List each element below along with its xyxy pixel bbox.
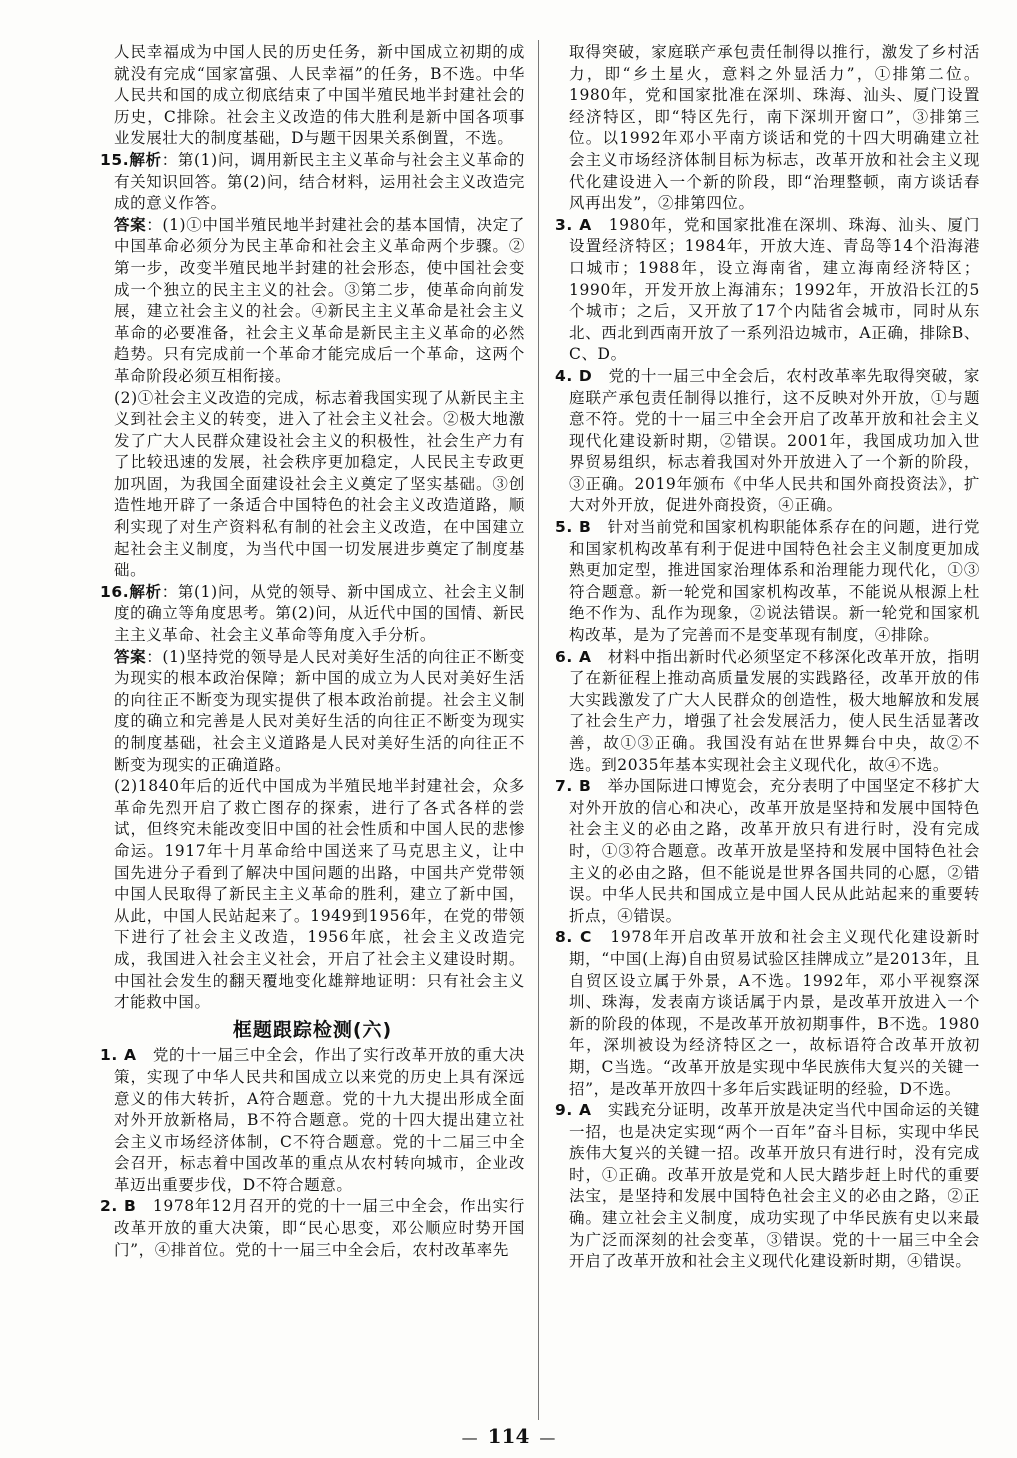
- q2-number: 2. B: [100, 1197, 137, 1216]
- q1-text: 党的十一届三中全会，作出了实行改革开放的重大决策，实现了中华人民共和国成立以来党的历史上具有深远意义的伟大转折，A符合题意。党的十九大提出形成全面对外开放新格局，B不符合题意。党的十四大提出建立社会主义市场经济体制，C不符合题意。党的十二届三中全会召开，标志着中国改革的重点从农村转向城市，企业改革迈出重要步伐，D不符合题意。: [114, 1046, 526, 1194]
- q9-text: 实践充分证明，改革开放是决定当代中国命运的关键一招，也是决定实现“两个一百年”奋斗目标，实现中华民族伟大复兴的关键一招。改革开放只有进行时，没有完成时，①正确。改革开放是党和人民大踏步赶上时代的重要法宝，是坚持和发展中国特色社会主义的必由之路，②正确。建立社会主义制度，成功实现了中华民族有史以来最为广泛而深刻的社会变革，③错误。党的十一届三中全会开启了改革开放和社会主义现代化建设新时期，④错误。: [569, 1101, 981, 1271]
- q4-block: [555, 366, 980, 517]
- q1-block: [100, 1045, 525, 1196]
- q7-block: [555, 776, 980, 927]
- q16-block: [100, 582, 525, 647]
- q15-answer-1: [100, 215, 525, 388]
- q9-number: 9. A: [555, 1101, 592, 1120]
- q7-text: 举办国际进口博览会，充分表明了中国坚定不移扩大对外开放的信心和决心，改革开放是坚持和发展中国特色社会主义的必由之路，改革开放只有进行时，没有完成时，①③符合题意。改革开放是坚持和发展中国特色社会主义的必由之路，但不能说是世界各国共同的心愿，②错误。中华人民共和国成立是中国人民从此站起来的重要转折点，④错误。: [569, 777, 980, 925]
- right-column: [555, 42, 980, 1273]
- q2-continuation: 取得突破，家庭联产承包责任制得以推行，激发了乡村活力，即“乡土星火，意料之外显活力”，①排第二位。1980年，党和国家批准在深圳、珠海、汕头、厦门设置经济特区，即“特区先行，南下深圳开窗口”，③排第三位。以1992年邓小平南方谈话和党的十四大明确建立社会主义市场经济体制目标为标志，改革开放和社会主义现代化建设进入一个新的阶段，即“治理整顿，南方谈话春风再出发”，②排第四位。: [569, 43, 980, 213]
- q5-text: 针对当前党和国家机构职能体系存在的问题，进行党和国家机构改革有利于促进中国特色社会主义制度更加成熟更加定型，推进国家治理体系和治理能力现代化，①③符合题意。新一轮党和国家机构改革，不能说从根源上杜绝不作为、乱作为现象，②说法错误。新一轮党和国家机构改革，是为了完善而不是变革现有制度，④排除。: [569, 518, 980, 645]
- q5-number: 5. B: [555, 518, 592, 537]
- q8-text: 1978年开启改革开放和社会主义现代化建设新时期，“中国(上海)自由贸易试验区挂牌成立”是2013年，且自贸区设立属于外景，A不选。1992年，邓小平视察深圳、珠海，发表南方谈话属于内景，是改革开放进入一个新的阶段的体现，不是改革开放初期事件，B不选。1980年，深圳被设为经济特区之一，故标语符合改革开放初期，C当选。“改革开放是实现中华民族伟大复兴的关键一招”，是改革开放四十多年后实践证明的经验，D不选。: [569, 928, 980, 1098]
- q7-number: 7. B: [555, 777, 592, 796]
- q1-number: 1. A: [100, 1046, 137, 1065]
- left-column: [100, 42, 525, 1261]
- q16-analysis: ：第(1)问，从党的领导、新中国成立、社会主义制度的确立等角度思考。第(2)问，从近代中国的国情、新民主主义革命、社会主义革命等角度入手分析。: [114, 582, 526, 645]
- q16-answer-2: (2)1840年后的近代中国成为半殖民地半封建社会，众多革命先烈开启了救亡图存的探索，进行了各式各样的尝试，但终究未能改变旧中国的社会性质和中国人民的悲惨命运。1917年十月革命给中国送来了马克思主义，让中国先进分子看到了解决中国问题的出路，中国共产党带领中国人民取得了新民主主义革命的胜利，建立了新中国，从此，中国人民站起来了。1949到1956年，在党的带领下进行了社会主义改造，1956年底，社会主义改造完成，我国进入社会主义社会，开启了社会主义建设时期。中国社会发生的翻天覆地变化雄辩地证明：只有社会主义才能救中国。: [114, 777, 525, 1012]
- q9-block: [555, 1100, 980, 1273]
- q16-number: 16.: [100, 582, 130, 601]
- q2-block: [100, 1196, 525, 1261]
- q16-answer-1: [100, 647, 525, 777]
- q8-block: [555, 927, 980, 1100]
- q4-text: 党的十一届三中全会后，农村改革率先取得突破，家庭联产承包责任制得以推行，这不反映对外开放，①与题意不符。党的十一届三中全会开启了改革开放和社会主义现代化建设新时期，②错误。2001年，我国成功加入世界贸易组织，标志着我国对外开放进入了一个新的阶段，③正确。2019年颁布《中华人民共和国外商投资法》，扩大对外开放，促进外商投资，④正确。: [569, 366, 980, 515]
- column-divider: [538, 40, 539, 1420]
- q6-number: 6. A: [555, 647, 592, 666]
- q3-block: [555, 215, 980, 366]
- q4-number: 4. D: [555, 366, 593, 385]
- q15-block: [100, 150, 525, 215]
- q14-continuation: 人民幸福成为中国人民的历史任务，新中国成立初期的成就没有完成“国家富强、人民幸福”的任务，B不选。中华人民共和国的成立彻底结束了中国半殖民地半封建社会的历史，C排除。社会主义改造的伟大胜利是新中国各项事业发展壮大的制度基础，D与题干因果关系倒置，不选。: [114, 43, 525, 148]
- q3-text: 1980年，党和国家批准在深圳、珠海、汕头、厦门设置经济特区；1984年，开放大连、青岛等14个沿海港口城市；1988年，设立海南省，建立海南经济特区；1990年，开发开放上海浦东；1992年，开放沿长江的5个城市；之后，又开放了17个内陆省会城市，同时从东北、西北到西南开放了一系列沿边城市，A正确，排除B、C、D。: [569, 215, 980, 364]
- q16-analysis-label: 解析: [129, 582, 162, 601]
- q5-block: [555, 517, 980, 647]
- q6-block: [555, 647, 980, 777]
- q2-text: 1978年12月召开的党的十一届三中全会，作出实行改革开放的重大决策，即“民心思变，邓公顺应时势开国门”，④排首位。党的十一届三中全会后，农村改革率先: [114, 1197, 526, 1259]
- q15-analysis: ：第(1)问，调用新民主主义革命与社会主义革命的有关知识回答。第(2)问，结合材料，运用社会主义改造完成的意义作答。: [114, 150, 526, 213]
- q3-number: 3. A: [555, 215, 592, 234]
- q15-answer-label: 答案: [114, 215, 147, 234]
- q15-number: 15.: [100, 150, 130, 169]
- q6-text: 材料中指出新时代必须坚定不移深化改革开放，指明了在新征程上推动高质量发展的实践路径，改革开放的伟大实践激发了广大人民群众的创造性，极大地解放和发展了社会生产力，增强了社会发展活力，使人民生活显著改善，故①③正确。我国没有站在世界舞台中央，故②不选。到2035年基本实现社会主义现代化，故④不选。: [569, 647, 981, 774]
- section-title: 框题跟踪检测(六): [232, 1018, 393, 1041]
- q16-answer-1-text: ：(1)坚持党的领导是人民对美好生活的向往正不断变为现实的根本政治保障；新中国的成立为人民对美好生活的向往正不断变为现实提供了根本政治前提。社会主义制度的确立和完善是人民对美好生活的向往正不断变为现实的制度基础，社会主义道路是人民对美好生活的向往正不断变为现实的正确道路。: [114, 647, 525, 774]
- q15-analysis-label: 解析: [129, 150, 162, 169]
- q8-number: 8. C: [555, 928, 592, 947]
- q15-answer-1-text: ：(1)①中国半殖民地半封建社会的基本国情，决定了中国革命必须分为民主革命和社会主义革命两个步骤。②第一步，改变半殖民地半封建的社会形态，使中国社会变成一个独立的民主主义的社会。③第二步，使革命向前发展，建立社会主义的社会。④新民主主义革命是社会主义革命的必要准备，社会主义革命是新民主主义革命的必然趋势。只有完成前一个革命才能完成后一个革命，这两个革命阶段必须互相衔接。: [114, 215, 525, 385]
- page-number: — 114 —: [0, 1424, 1017, 1448]
- q15-answer-2: (2)①社会主义改造的完成，标志着我国实现了从新民主主义到社会主义的转变，进入了社会主义社会。②极大地激发了广大人民群众建设社会主义的积极性，社会生产力有了比较迅速的发展，社会秩序更加稳定，人民民主专政更加巩固，为我国全面建设社会主义奠定了坚实基础。③创造性地开辟了一条适合中国特色的社会主义改造道路，顺利实现了对生产资料私有制的社会主义改造，在中国建立起社会主义制度，为当代中国一切发展进步奠定了制度基础。: [114, 388, 525, 580]
- q16-answer-label: 答案: [114, 647, 147, 666]
